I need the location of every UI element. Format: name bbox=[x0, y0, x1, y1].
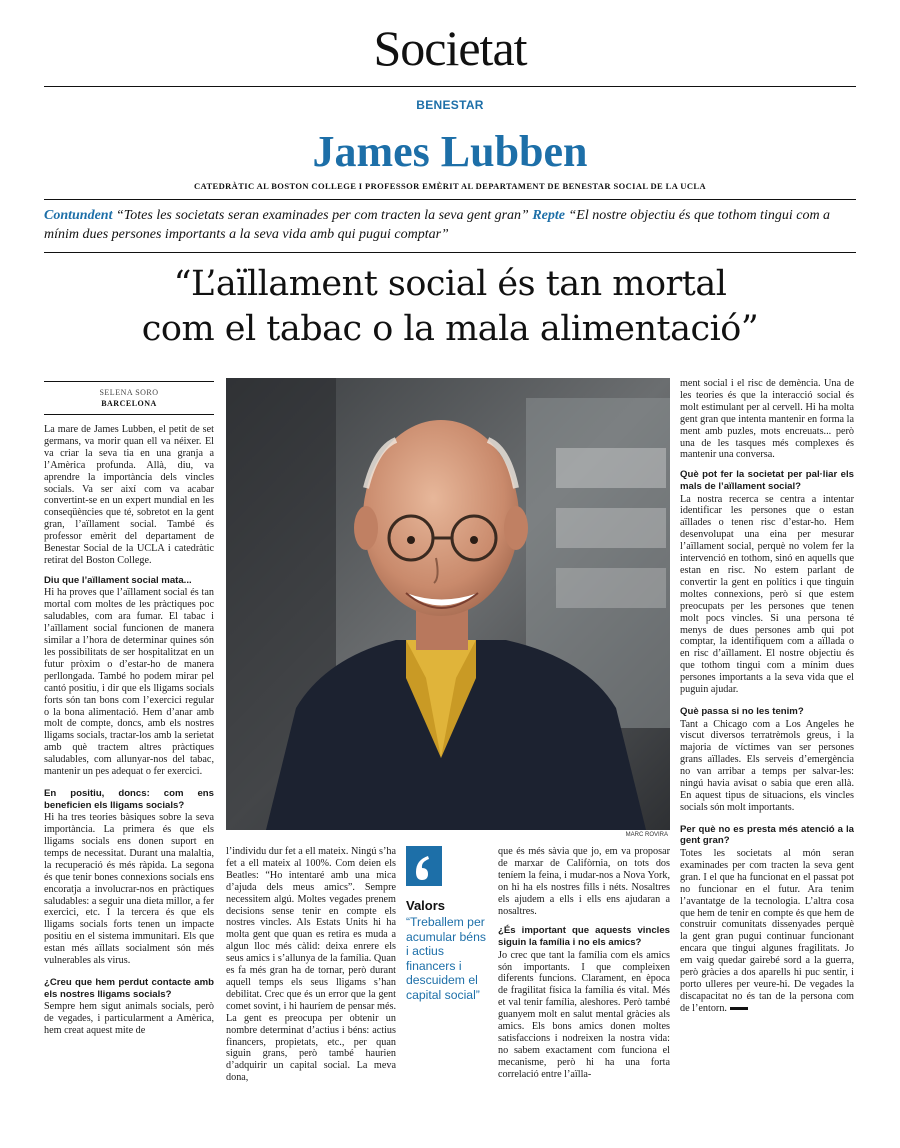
quote-text-1: “Totes les societats seran examinades per com tracten la seva gent gran” bbox=[115, 208, 529, 223]
highlight-quotes bbox=[44, 206, 856, 244]
question: ¿És important que aquests vincles siguin la família i no els amics? bbox=[498, 925, 670, 949]
byline-rule-top bbox=[44, 381, 214, 382]
question: Què pot fer la societat per pal·liar els mals de l’aïllament social? bbox=[680, 469, 854, 492]
question: Què passa si no les tenim? bbox=[680, 705, 804, 717]
body-paragraph: ment social i el risc de demència. Una de les teories és que la interacció social és molt estimulant per al cervell. Hi ha molta gent gran que intenta mantenir en forma la ment amb puzles, mots encreuats... però una de les tasques més complexes és mantenir una conversa. bbox=[680, 378, 854, 461]
column-3 bbox=[498, 846, 670, 1116]
byline-place: BARCELONA bbox=[101, 399, 157, 408]
answer: Sempre hem sigut animals socials, però de vegades, i particularment a Amèrica, hem creat aquest mite de bbox=[44, 1001, 214, 1036]
section-title: Societat bbox=[373, 20, 527, 76]
interviewee-role: CATEDRÀTIC AL BOSTON COLLEGE I PROFESSOR EMÈRIT AL DEPARTAMENT DE BENESTAR SOCIAL DE LA UCLA bbox=[194, 181, 706, 191]
question: En positiu, doncs: com ens beneficien els lligams socials? bbox=[44, 787, 214, 811]
question: ¿Creu que hem perdut contacte amb els nostres lligams socials? bbox=[44, 976, 214, 1000]
answer: La nostra recerca se centra a intentar identificar les persones que o estan aïllades o tenen risc d’estar-ho. Hem desenvolupat una eina per mesurar l’aïllament social, perquè no volem fer la intervenció en tothom, sinó en aquells que estan en risc. No estem parlant de convertir la gent en polítics i que tinguin moltes connexions, però sí que estem preocupats per les persones que tenen molt pocs vincles. Si una persona té menys de dues persones amb qui pot comptar, la identifiquem com a aïllada o en risc d’aïllament. El nostre objectiu és que tothom tingui com a mínim dues persones importants a la seva vida que el puguin ajudar. bbox=[680, 493, 854, 696]
quote-mark-icon bbox=[406, 846, 442, 886]
quote-text-2: “El nostre objectiu és que tothom tingui com a mínim dues persones importants a la seva vida amb qui pugui comptar” bbox=[44, 208, 831, 242]
answer: Hi ha proves que l’aïllament social és tan mortal com moltes de les pràctiques poc saludables, com ara fumar. El tabac i l’aïllament social funcionen de manera similar a l’hora de determinar quines són les possibilitats de ser hospitalitzat en un futur pròxim o d’estar-ho de manera perllongada. També ho podem mirar pel cantó positiu, i dir que els lligams socials forts són tan bons com l’exercici regular o la bona alimentació. Hem d’anar amb molt de compte, doncs, amb els nostres lligams socials, tractar-los amb la serietat amb què tractem altres pràctiques saludables, com allunyar-nos del tabac, mantenir un pes adequat o fer exercici. bbox=[44, 587, 214, 778]
pullquote-text: “Treballem per acumular béns i actius financers i descuidem el capital social” bbox=[406, 915, 486, 1002]
question: Per què no es presta més atenció a la gent gran? bbox=[680, 823, 854, 847]
quote-label-1: Contundent bbox=[44, 208, 113, 223]
byline-rule-bottom bbox=[44, 414, 214, 415]
headline-line-2: com el tabac o la mala alimentació” bbox=[141, 309, 759, 349]
final-answer-text: Totes les societats al món seran examinades per com tracten la seva gent gran. I el que ha funcionat en el passat pot no funcionar en el futur. Ara tenim l’avantatge de la tecnologia. L’altra cosa que hem de tenir en compte és que hem de construir comunitats dissenyades perquè la gent gran pugui continuar funcionant encara que tingui algunes fragilitats. Jo em vaig quedar gairebé sord a la guerra, però gràcies a dos aparells hi puc sentir, i porto ulleres per veure-hi. De vegades la discapacitat no és tan de la persona com de l’entorn. bbox=[680, 847, 854, 1014]
answer: Hi ha tres teories bàsiques sobre la seva importància. La primera és que els lligams socials ens donen suport en temps de necessitat. Durant una malaltia, la recuperació és més ràpida. La segona és que tenir bones connexions socials ens encoratja a involucrar-nos en pràctiques saludables: a seguir una dieta millor, a fer exercici, etc. I la tercera és que els lligams socials forts tenen un impacte positiu en el sistema immunitari. Els que estan més aïllats socialment són més vulnerables als virus. bbox=[44, 812, 214, 967]
masthead-rule bbox=[44, 86, 856, 87]
body-paragraph: l’individu dur fet a ell mateix. Ningú s’ha fet a ell mateix al 100%. Com deien els Beatles: “Ho intentaré amb una mica d’ajuda dels meus amics”. Sempre necessitem algú. Moltes vegades prenem decisions sense tenir en compte els nostres vincles. Als Estats Units hi ha molta gent que quan es retira es muda a algun lloc més càlid: deixa enrere els seus amics i s’allunya de la família. Quan es fa més gran ha de tornar, però durant aquell temps els seus lligams s’han debilitat. Crec que és un error que la gent comet sovint, i hi hauríem de pensar més. La gent es preocupa per obtenir un nombre determinat d’actius i béns: actius financers, propietats, etc., per quan siguin grans, però també haurien d’adquirir un capital social. La meva dona, bbox=[226, 846, 396, 1084]
column-2 bbox=[226, 846, 396, 1116]
answer: Jo crec que tant la família com els amics són importants. I que compleixen diferents funcions. Clarament, en època de fragilitat física la família és vital. Més et val tenir família, aleshores. Però també guanyem molt en salut mental gràcies als amics. Els bons amics donen moltes satisfaccions i nodreixen la nostra vida: no sabem exactament com funciona el mecanisme, però hi ha una forta correlació entre l’aïlla- bbox=[498, 949, 670, 1080]
headline-line-1: “L’aïllament social és tan mortal bbox=[173, 264, 727, 304]
question: Diu que l’aïllament social mata... bbox=[44, 574, 192, 586]
portrait-photo bbox=[226, 378, 670, 830]
headline bbox=[44, 262, 856, 352]
answer: Tant a Chicago com a Los Angeles he viscut diversos terratrèmols greus, i la majoria de víctimes van ser persones grans aïllades. Els serveis d’emergència no van arribar a temps per salvar-les: ningú havia avisat o sabia que eren allà. En aquest tipus de situacions, els vincles socials són molt importants. bbox=[680, 718, 854, 813]
kicker: BENESTAR bbox=[416, 98, 484, 112]
portrait-illustration bbox=[226, 378, 670, 830]
quote-label-2: Repte bbox=[532, 208, 565, 223]
interviewee-name: James Lubben bbox=[312, 127, 588, 176]
byline bbox=[44, 387, 214, 409]
body-paragraph: que és més sàvia que jo, em va proposar de marxar de Califòrnia, on tots dos teníem la feina, i mudar-nos a Nova York, on hi ha els nostres fills i néts. Nosaltres els ajudem a ells i ells ens ajudaran a nosaltres. bbox=[498, 846, 670, 917]
intro-paragraph: La mare de James Lubben, el petit de set germans, va morir quan ell va néixer. El va criar la seva tia en una granja a l’Amèrica profunda. Allà, diu, va aprendre la importància dels vincles socials. Va ser així com va acabar convertint-se en un expert mundial en les conseqüències que té, sobretot en la gent gran, l’aïllament social. També és professor emèrit del departament de Benestar Social de la UCLA i catedràtic retirat del Boston College. bbox=[44, 424, 214, 566]
pullquote bbox=[406, 846, 488, 1066]
section-masthead bbox=[44, 18, 856, 78]
column-4 bbox=[680, 378, 854, 1118]
answer bbox=[680, 848, 854, 1015]
pullquote-title: Valors bbox=[406, 898, 446, 913]
end-mark-icon bbox=[730, 1007, 748, 1010]
quotes-rule-top bbox=[44, 199, 856, 200]
byline-author: SELENA SORO bbox=[99, 388, 159, 397]
column-1 bbox=[44, 424, 214, 1112]
quotes-rule-bottom bbox=[44, 252, 856, 253]
photo-credit: MARC ROVIRA bbox=[625, 832, 668, 838]
